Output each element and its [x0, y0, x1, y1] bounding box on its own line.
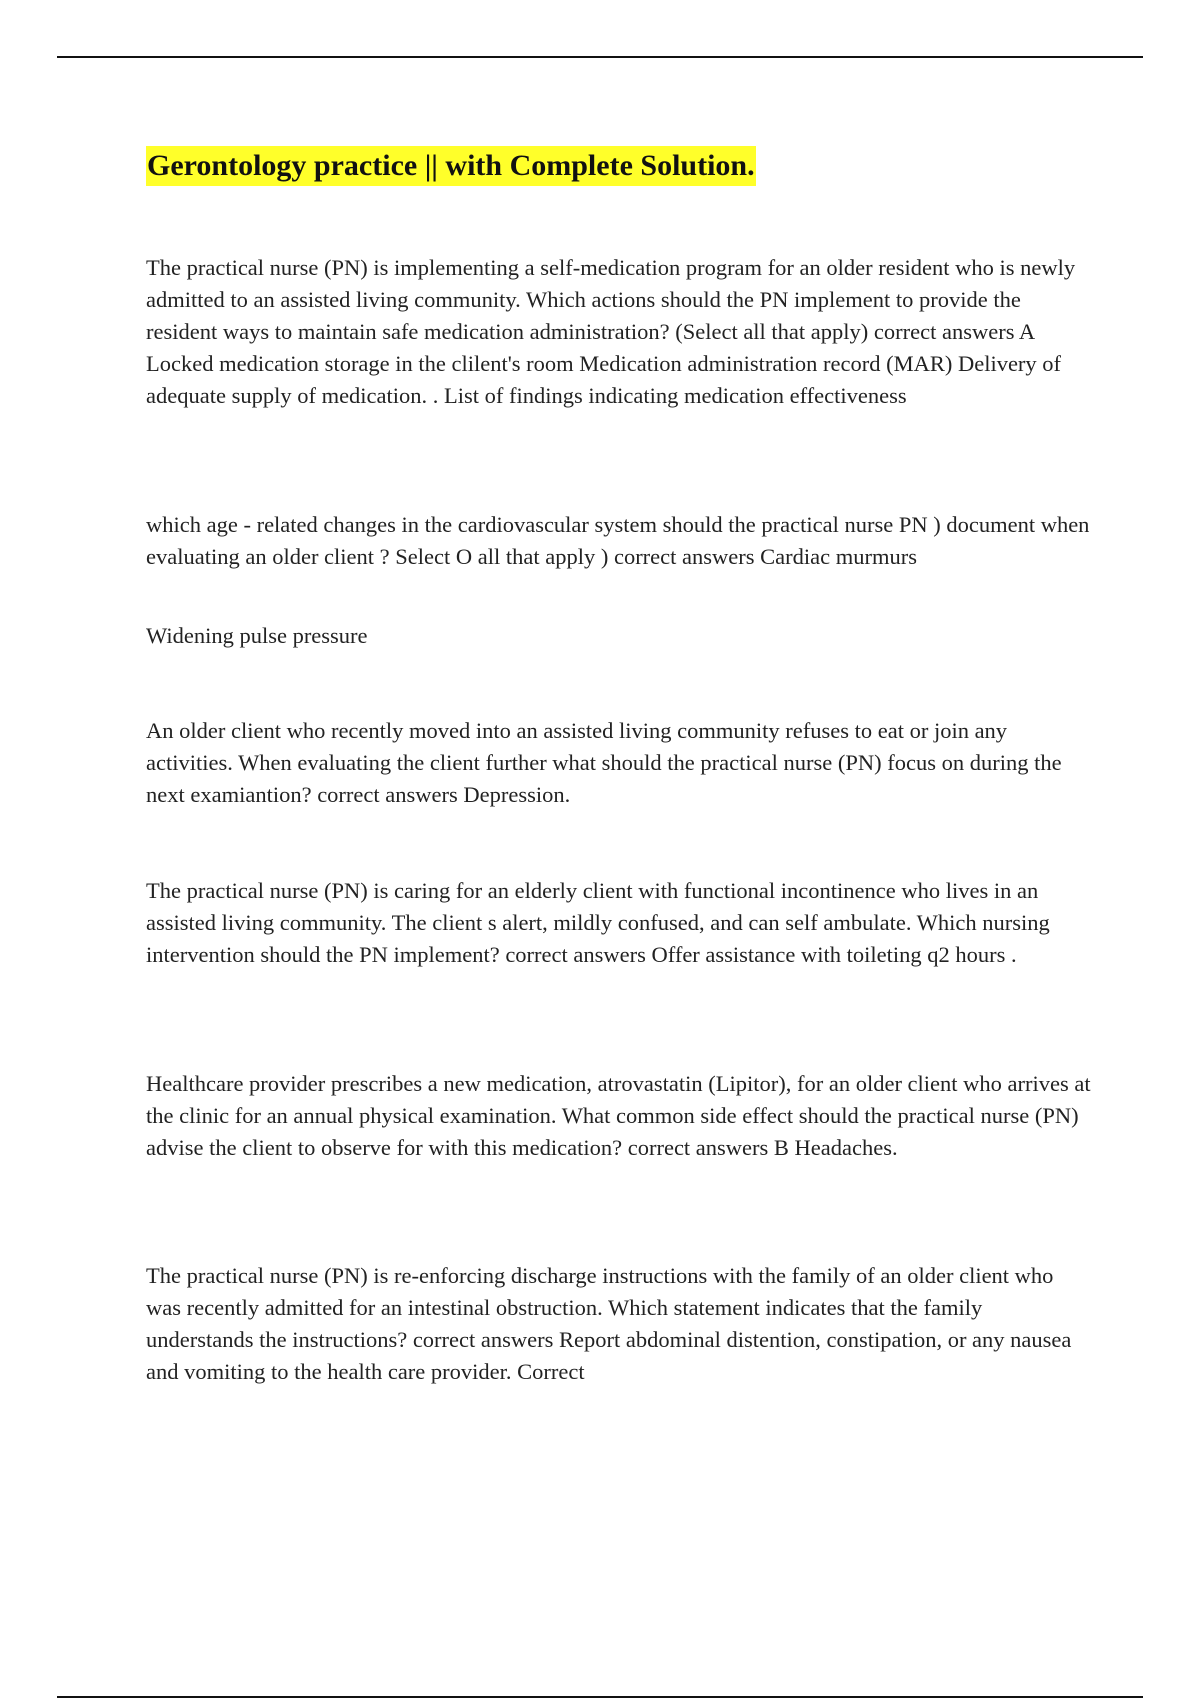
document-title: Gerontology practice || with Complete Solution.	[146, 146, 756, 186]
question-item	[146, 715, 1091, 811]
question-text: Healthcare provider prescribes a new medication, atrovastatin (Lipitor), for an older client who arrives at the clinic for an annual physical examination. What common side effect should the practical nurse (PN) advise the client to observe for with this medication? correct answers B Headaches.	[146, 1071, 1091, 1160]
question-text: The practical nurse (PN) is implementing a self-medication program for an older resident who is newly admitted to an assisted living community. Which actions should the PN implement to provide the resident ways to maintain safe medication administration? (Select all that apply) correct answers A Locked medication storage in the clilent's room Medication administration record (MAR) Delivery of adequate supply of medication. . List of findings indicating medication effectiveness	[146, 255, 1076, 408]
question-item	[146, 875, 1091, 971]
question-text: which age - related changes in the cardiovascular system should the practical nurse PN ) document when evaluating an older client ? Select O all that apply ) correct answers Cardiac murmurs	[146, 512, 1090, 569]
question-item	[146, 509, 1091, 573]
question-item	[146, 1068, 1091, 1164]
question-text: An older client who recently moved into an assisted living community refuses to eat or join any activities. When evaluating the client further what should the practical nurse (PN) focus on during the next examiantion? correct answers Depression.	[146, 718, 1062, 807]
question-item	[146, 252, 1091, 412]
answer-extra-text: Widening pulse pressure	[146, 623, 368, 648]
question-item	[146, 1260, 1091, 1388]
bottom-rule	[57, 1696, 1143, 1698]
question-text: The practical nurse (PN) is caring for an elderly client with functional incontinence who lives in an assisted living community. The client s alert, mildly confused, and can self ambulate. Which nursing intervention should the PN implement? correct answers Offer assistance with toileting q2 hours .	[146, 878, 1050, 967]
question-text: The practical nurse (PN) is re-enforcing discharge instructions with the family of an older client who was recently admitted for an intestinal obstruction. Which statement indicates that the family understands the instructions? correct answers Report abdominal distention, constipation, or any nausea and vomiting to the health care provider. Correct	[146, 1263, 1072, 1384]
document-body	[146, 146, 1091, 1384]
answer-continuation	[146, 620, 1091, 652]
top-rule	[57, 56, 1143, 58]
